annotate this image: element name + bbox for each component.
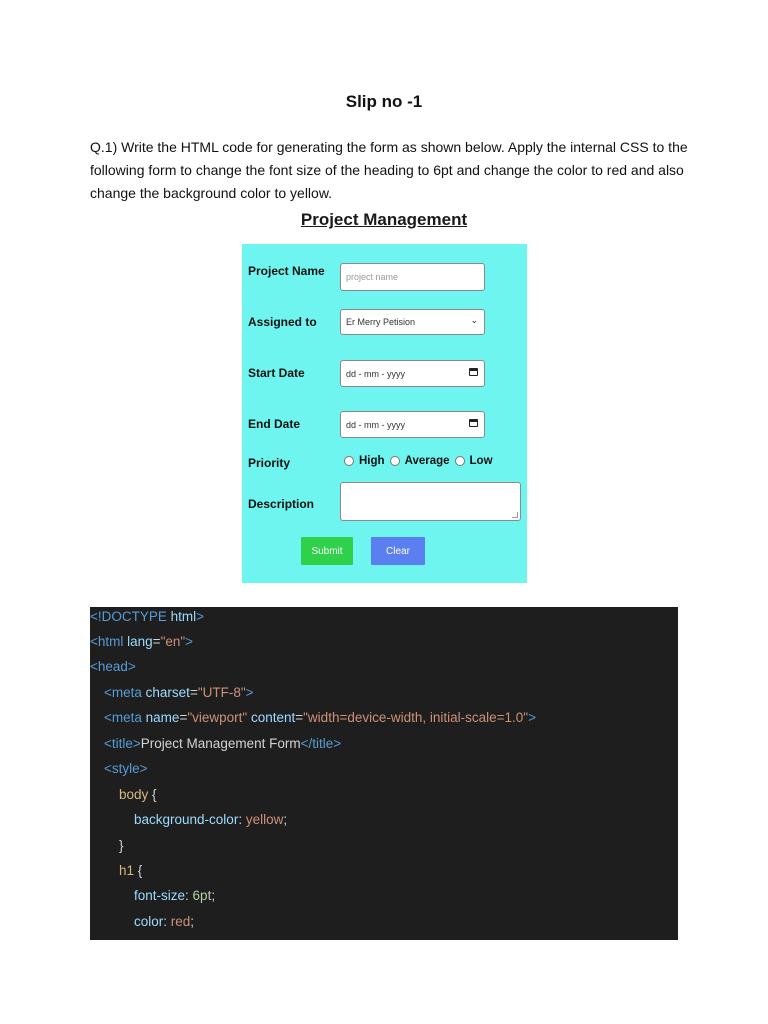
code-token: <head>: [90, 659, 136, 674]
code-token: <html: [90, 634, 128, 649]
description-label: Description: [248, 497, 315, 511]
code-token: =: [152, 634, 161, 649]
priority-average-option[interactable]: [390, 455, 450, 467]
code-token: Project Management Form: [140, 736, 301, 751]
code-token: :: [238, 812, 246, 827]
code-block: [90, 607, 678, 940]
code-line: [104, 683, 254, 703]
code-token: }: [119, 838, 124, 853]
code-token: ;: [283, 812, 288, 827]
code-token: <meta: [104, 710, 146, 725]
chevron-down-icon: ⌄: [470, 315, 478, 325]
assigned-to-select[interactable]: [340, 309, 485, 335]
question-text: Q.1) Write the HTML code for generating the form as shown below. Apply the internal CSS to the following form to change the font size of the heading to 6pt and change the color to red and also change the background color to yellow.: [90, 139, 688, 201]
code-line: [119, 861, 142, 881]
code-token: =: [189, 685, 198, 700]
code-token: :: [163, 914, 171, 929]
priority-average-label: Average: [404, 455, 450, 467]
priority-label: Priority: [248, 456, 291, 470]
end-date-input[interactable]: [340, 411, 485, 438]
project-name-input[interactable]: project name: [340, 263, 485, 291]
code-token: ;: [190, 914, 195, 929]
form-box: [242, 244, 527, 583]
code-token: yellow: [245, 812, 284, 827]
code-token: charset: [145, 685, 190, 700]
code-token: html: [170, 609, 197, 624]
priority-low-option[interactable]: [455, 455, 493, 467]
slip-title: Slip no -1: [345, 92, 423, 111]
code-token: {: [137, 863, 143, 878]
code-token: content: [250, 710, 296, 725]
code-line: [90, 632, 193, 652]
submit-button[interactable]: Submit: [301, 537, 353, 565]
priority-radio-group: [344, 455, 498, 467]
radio-button-icon[interactable]: [455, 456, 465, 466]
calendar-icon[interactable]: [469, 419, 478, 427]
code-token: font-size: [134, 888, 186, 903]
project-name-label: Project Name: [248, 264, 325, 278]
code-token: red: [170, 914, 191, 929]
code-token: <title>: [104, 736, 141, 751]
code-token: >: [245, 685, 254, 700]
calendar-icon[interactable]: [469, 368, 478, 376]
code-line: [134, 886, 215, 906]
code-token: >: [196, 609, 205, 624]
assigned-to-label: Assigned to: [248, 315, 317, 329]
code-token: 6pt: [192, 888, 212, 903]
start-date-input[interactable]: [340, 360, 485, 387]
code-line: [104, 759, 148, 779]
code-token: "viewport": [187, 710, 248, 725]
code-token: name: [145, 710, 180, 725]
code-line: [134, 912, 194, 932]
code-line: [90, 657, 136, 677]
priority-high-label: High: [359, 455, 385, 467]
code-line: [119, 836, 124, 856]
code-token: <style>: [104, 761, 148, 776]
code-token: lang: [127, 634, 153, 649]
clear-button[interactable]: Clear: [371, 537, 425, 565]
resize-handle-icon[interactable]: [512, 512, 518, 518]
radio-button-icon[interactable]: [344, 456, 354, 466]
code-token: :: [185, 888, 193, 903]
code-token: <!DOCTYPE: [90, 609, 171, 624]
code-line: [134, 810, 287, 830]
code-token: {: [152, 787, 157, 802]
code-line: [104, 734, 341, 754]
end-date-placeholder: dd - mm - yyyy: [346, 419, 406, 430]
code-token: color: [134, 914, 164, 929]
code-token: </title>: [300, 736, 342, 751]
code-token: >: [185, 634, 194, 649]
description-textarea[interactable]: [340, 482, 521, 521]
code-token: =: [179, 710, 188, 725]
code-token: "UTF-8": [197, 685, 246, 700]
code-token: <meta: [104, 685, 146, 700]
form-heading: Project Management: [300, 210, 468, 229]
code-token: ;: [211, 888, 216, 903]
code-token: "width=device-width, initial-scale=1.0": [303, 710, 529, 725]
start-date-placeholder: dd - mm - yyyy: [346, 368, 406, 379]
priority-low-label: Low: [469, 455, 493, 467]
code-token: h1: [119, 863, 138, 878]
code-token: body: [119, 787, 153, 802]
priority-high-option[interactable]: [344, 455, 385, 467]
code-token: background-color: [134, 812, 239, 827]
code-line: [90, 607, 204, 627]
code-token: >: [528, 710, 536, 725]
code-line: [104, 708, 536, 728]
assigned-to-value: Er Merry Petision: [346, 317, 416, 327]
code-token: "en": [160, 634, 186, 649]
radio-button-icon[interactable]: [390, 456, 400, 466]
code-line: [119, 785, 157, 805]
end-date-label: End Date: [248, 417, 301, 431]
code-token: =: [295, 710, 304, 725]
start-date-label: Start Date: [248, 366, 305, 380]
